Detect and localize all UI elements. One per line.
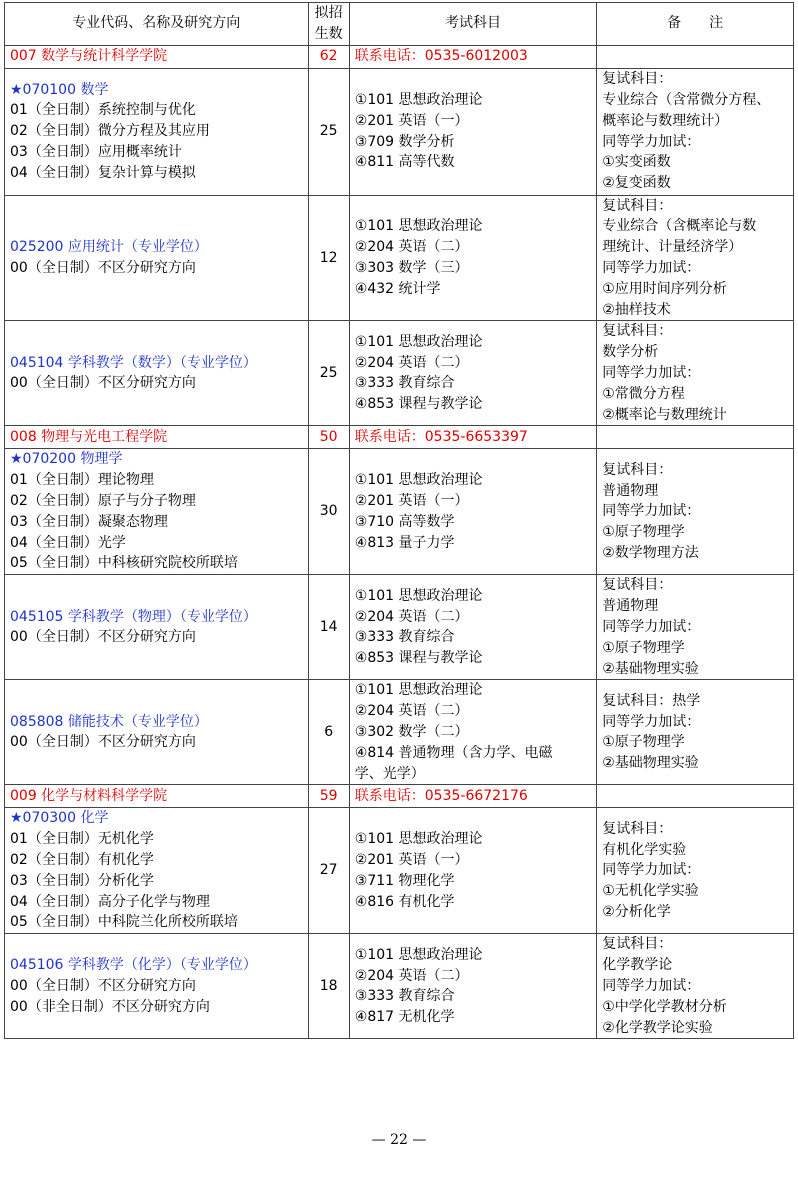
major-info-cell [5,68,309,195]
exam-subject: ③333 教育综合 [354,629,455,646]
header-quota-line2: 生数 [314,25,343,42]
admission-table [4,2,794,1039]
exam-subject: ②201 英语（一） [354,493,469,510]
exam-subject: ①101 思想政治理论 [354,587,483,604]
remarks-cell [597,680,794,785]
research-direction: 00（全日制）不区分研究方向 [10,629,196,646]
major-info-cell [5,449,309,575]
remark-line: 数学分析 [602,344,659,361]
exam-subject: ②204 英语（二） [354,608,469,625]
remark-line: 复试科目：热学 [602,692,701,709]
section-name: 007 数学与统计科学学院 [5,45,309,68]
major-quota: 25 [308,321,349,426]
major-quota: 14 [308,575,349,680]
research-direction: 03（全日制）凝聚态物理 [10,513,168,530]
exam-subject: ②204 英语（二） [354,239,469,256]
section-row [5,45,794,68]
major-row [5,808,794,934]
research-direction: 00（全日制）不区分研究方向 [10,375,196,392]
major-info-cell [5,680,309,785]
remarks-cell [597,321,794,426]
major-title: 045106 学科教学（化学）（专业学位） [10,957,257,974]
exam-subjects-cell [349,680,596,785]
header-quota-line1: 拟招 [314,5,343,21]
section-row [5,785,794,808]
remark-line: ①应用时间序列分析 [602,280,727,297]
major-info-cell [5,321,309,426]
remark-line: 普通物理 [602,598,659,615]
exam-subject: ③333 教育综合 [354,375,455,392]
major-title: 045105 学科教学（物理）（专业学位） [10,608,257,625]
exam-subject: ③711 物理化学 [354,872,455,889]
section-phone: 联系电话：0535-6012003 [349,45,596,68]
major-quota: 27 [308,808,349,934]
remarks-cell [597,808,794,934]
exam-subject: ④853 课程与教学论 [354,396,483,413]
exam-subject: ④817 无机化学 [354,1009,455,1026]
remarks-cell [597,195,794,321]
major-title: ★070100 数学 [10,81,109,98]
remark-line: ②数学物理方法 [602,545,699,562]
major-quota: 12 [308,195,349,321]
research-direction: 02（全日制）原子与分子物理 [10,493,196,510]
remark-line: 复试科目： [602,820,673,837]
remark-line: 同等学力加试： [602,503,701,520]
remark-line: 复试科目： [602,461,673,478]
remark-line: ①常微分方程 [602,385,685,402]
exam-subject: ①101 思想政治理论 [354,946,483,963]
exam-subject: ③333 教育综合 [354,988,455,1005]
remark-line: 复试科目： [602,197,673,214]
section-note-empty [597,45,794,68]
remark-line: ①中学化学教材分析 [602,998,727,1015]
exam-subject: ③709 数学分析 [354,133,455,150]
section-quota: 50 [308,426,349,449]
remark-line: 同等学力加试： [602,862,701,879]
header-exam: 考试科目 [349,3,596,46]
remark-line: 专业综合（含概率论与数 [602,218,757,235]
major-info-cell [5,808,309,934]
table-header-row [5,3,794,46]
remark-line: 复试科目： [602,936,673,953]
exam-subject: ②201 英语（一） [354,852,469,869]
major-title: ★070300 化学 [10,810,109,827]
research-direction: 00（非全日制）不区分研究方向 [10,998,210,1015]
exam-subject: ③710 高等数学 [354,513,455,530]
exam-subjects-cell [349,575,596,680]
remark-line: 同等学力加试： [602,977,701,994]
remark-line: 专业综合（含常微分方程、 [602,92,771,108]
remark-line: ②基础物理实验 [602,755,699,772]
major-row [5,321,794,426]
remark-line: 有机化学实验 [602,841,687,858]
section-quota: 59 [308,785,349,808]
major-info-cell [5,575,309,680]
exam-subject: ④813 量子力学 [354,534,455,551]
research-direction: 01（全日制）系统控制与优化 [10,102,196,119]
remark-line: ②复变函数 [602,175,671,192]
remark-line: 化学教学论 [602,957,673,974]
research-direction: 04（全日制）复杂计算与模拟 [10,164,196,181]
major-info-cell [5,195,309,321]
exam-subject: ④814 普通物理（含力学、电磁 [354,744,553,761]
exam-subject: ①101 思想政治理论 [354,472,483,489]
exam-subject: ②204 英语（二） [354,967,469,984]
research-direction: 02（全日制）微分方程及其应用 [10,123,210,140]
major-quota: 18 [308,934,349,1039]
remark-line: 复试科目： [602,323,673,340]
remarks-cell [597,449,794,575]
header-quota [308,3,349,46]
remark-line: 概率论与数理统计） [602,112,729,129]
major-title: 045104 学科教学（数学）（专业学位） [10,354,257,371]
exam-subject: ④432 统计学 [354,280,441,297]
exam-subjects-cell [349,808,596,934]
research-direction: 00（全日制）不区分研究方向 [10,977,196,994]
remark-line: 普通物理 [602,482,659,499]
remarks-cell [597,934,794,1039]
major-row [5,934,794,1039]
exam-subject: ①101 思想政治理论 [354,333,483,350]
exam-subjects-cell [349,68,596,195]
major-row [5,68,794,195]
research-direction: 05（全日制）中科院兰化所校所联培 [10,914,238,931]
exam-subjects-cell [349,321,596,426]
exam-subject: ②201 英语（一） [354,112,469,129]
remarks-cell [597,575,794,680]
remarks-cell [597,68,794,195]
exam-subject: ③303 数学（三） [354,259,469,276]
remark-line: ①原子物理学 [602,524,685,541]
remark-line: ①原子物理学 [602,734,685,751]
exam-subject: ④811 高等代数 [354,154,455,171]
section-name: 008 物理与光电工程学院 [5,426,309,449]
research-direction: 01（全日制）理论物理 [10,472,154,489]
exam-subjects-cell [349,934,596,1039]
remark-line: 同等学力加试： [602,133,701,150]
section-phone: 联系电话：0535-6653397 [349,426,596,449]
remark-line: ②分析化学 [602,904,671,921]
table-body [5,45,794,1039]
exam-subject: ①101 思想政治理论 [354,218,483,235]
exam-subjects-cell [349,449,596,575]
header-major: 专业代码、名称及研究方向 [5,3,309,46]
remark-line: ②化学教学论实验 [602,1019,713,1036]
section-note-empty [597,426,794,449]
remark-line: 同等学力加试： [602,364,701,381]
exam-subject: ④853 课程与教学论 [354,650,483,667]
remark-line: ②抽样技术 [602,301,671,318]
exam-subject: ③302 数学（二） [354,723,469,740]
exam-subject: 学、光学） [354,765,425,782]
section-row [5,426,794,449]
remark-line: ②概率论与数理统计 [602,406,727,423]
major-title: 025200 应用统计（专业学位） [10,239,208,256]
major-quota: 25 [308,68,349,195]
header-note: 备 注 [597,3,794,46]
research-direction: 00（全日制）不区分研究方向 [10,734,196,751]
remark-line: 理统计、计量经济学） [602,239,743,256]
exam-subject: ④816 有机化学 [354,893,455,910]
research-direction: 03（全日制）应用概率统计 [10,143,182,160]
remark-line: ②基础物理实验 [602,660,699,677]
research-direction: 01（全日制）无机化学 [10,831,154,848]
research-direction: 04（全日制）高分子化学与物理 [10,893,210,910]
research-direction: 05（全日制）中科核研究院校所联培 [10,555,238,572]
major-title: ★070200 物理学 [10,451,123,468]
remark-line: ①原子物理学 [602,639,685,656]
remark-line: ①无机化学实验 [602,883,699,900]
major-row [5,449,794,575]
section-note-empty [597,785,794,808]
exam-subject: ①101 思想政治理论 [354,831,483,848]
research-direction: 04（全日制）光学 [10,534,126,551]
major-quota: 30 [308,449,349,575]
remark-line: ①实变函数 [602,154,671,171]
section-phone: 联系电话：0535-6672176 [349,785,596,808]
major-row [5,575,794,680]
research-direction: 03（全日制）分析化学 [10,872,154,889]
remark-line: 同等学力加试： [602,259,701,276]
remark-line: 同等学力加试： [602,618,701,635]
remark-line: 复试科目： [602,577,673,594]
exam-subjects-cell [349,195,596,321]
major-row [5,680,794,785]
research-direction: 00（全日制）不区分研究方向 [10,259,196,276]
major-row [5,195,794,321]
section-quota: 62 [308,45,349,68]
page-number: — 22 — [371,1132,427,1148]
exam-subject: ①101 思想政治理论 [354,682,483,699]
exam-subject: ②204 英语（二） [354,703,469,720]
exam-subject: ①101 思想政治理论 [354,92,483,108]
remark-line: 复试科目： [602,71,673,88]
research-direction: 02（全日制）有机化学 [10,852,154,869]
major-info-cell [5,934,309,1039]
remark-line: 同等学力加试： [602,713,701,730]
major-quota: 6 [308,680,349,785]
exam-subject: ②204 英语（二） [354,354,469,371]
major-title: 085808 储能技术（专业学位） [10,713,208,730]
section-name: 009 化学与材料科学学院 [5,785,309,808]
